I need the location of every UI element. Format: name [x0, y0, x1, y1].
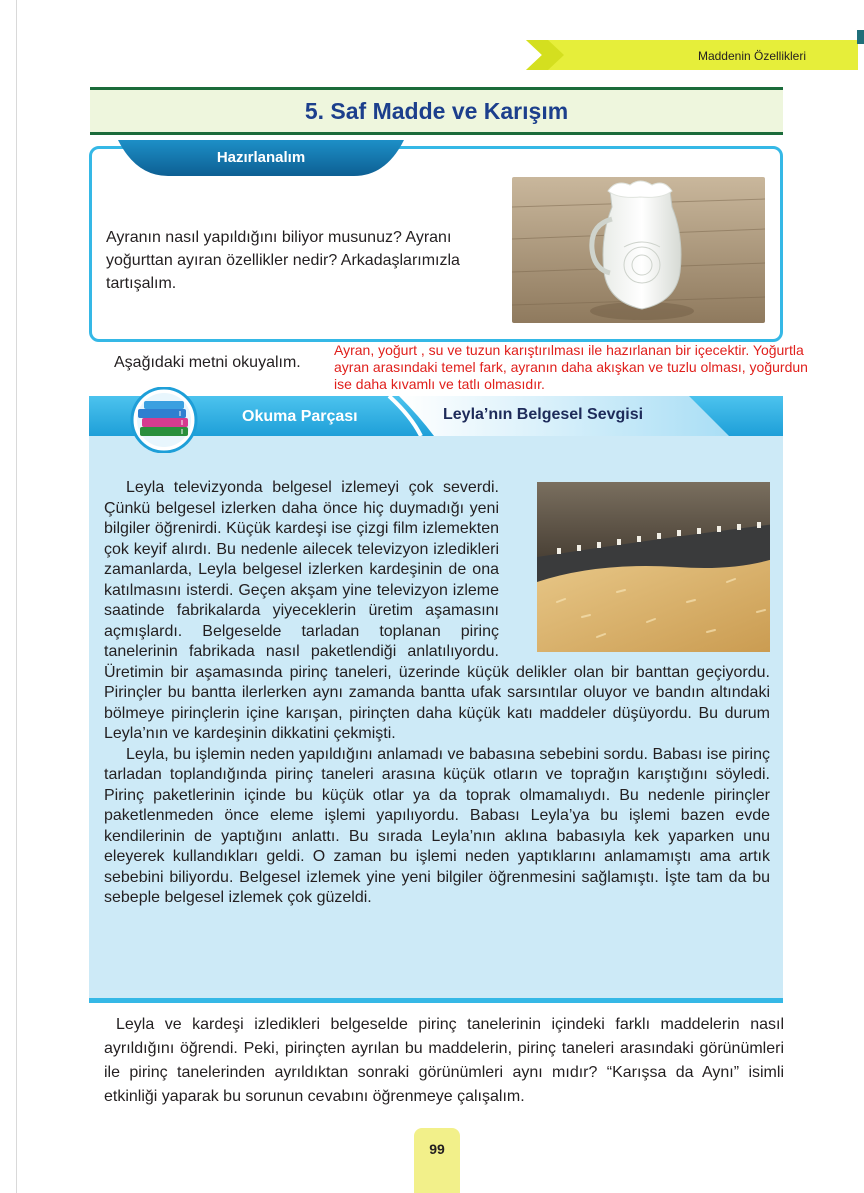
preparation-text: Ayranın nasıl yapıldığını biliyor musunuz? Ayranı yoğurttan ayıran özellikler nedir? Arkadaşlarımızla tartışalım. — [106, 229, 460, 292]
preparation-tab — [118, 140, 404, 176]
chapter-tab-shape — [526, 40, 858, 70]
story-paragraph-1-text: Leyla televizyonda belgesel izlemeyi çok severdi. Çünkü belgesel izlerken daha önce hiç duymadığı yeni bilgiler öğrenirdi. Küçük kardeşi ise çizgi film izlemekten çok keyif alırdı. Bu nedenle ailecek televizyon izledikleri zamanlarda, Leyla belgesel izlerken kardeşinin de ona katılmasını isterdi. Geçen akşam yine televizyon izleme saatinde fabrikalarda yiyeceklerin üretim aşamasını açmışlardı. Belgeselde tarladan toplanan pirinç tanelerinin fabrikada nasıl paketlendiği anlatılıyordu. Üretimin bir aşamasında pirinç taneleri, üzerinde küçük delikler olan bir banttan geçiyordu. Pirinçler bu bantta ilerlerken aynı zamanda bantta ufak sarsıntılar oluyor ve bandın altındaki bölmeye pirinçlerin içine karışan, pirinçten daha küçük katı maddeler düşüyordu. Bu durum Leyla’nın ve kardeşinin dikkatini çekmişti. — [104, 479, 770, 742]
story-paragraph-1 — [104, 478, 770, 745]
corner-mark — [857, 30, 864, 44]
section-title: 5. Saf Madde ve Karışım — [304, 98, 569, 124]
ayran-jug-photo — [512, 177, 765, 323]
rice-sieve-illustration — [537, 482, 770, 652]
section-title-bar — [90, 87, 783, 135]
books-badge-shape — [126, 387, 202, 453]
reading-label: Okuma Parçası — [242, 408, 358, 425]
page-number: 99 — [429, 1141, 445, 1157]
chapter-header-tab — [526, 40, 858, 70]
page-number-tab — [414, 1128, 460, 1193]
reading-bottom-rule — [89, 998, 783, 1003]
reading-story — [104, 478, 770, 909]
books-icon — [126, 387, 202, 453]
conclusion-text: Leyla ve kardeşi izledikleri belgeselde pirinç tanelerinin içindeki farklı maddelerin nasıl ayrıldığını öğrendi. Peki, pirinçten ayrılan bu maddelerin, pirinç taneleri arasındaki görünümleri ile pirinç tanelerinden ayrıldıktan sonraki görünümleri aynı mıdır? “Karışsa da Aynı” isimli etkinliği yaparak bu sorunun cevabını öğrenmeye çalışalım. — [104, 1016, 784, 1105]
rice-sieve-photo — [515, 482, 770, 652]
page-edge-line — [16, 0, 17, 1193]
story-paragraph-2: Leyla, bu işlemin neden yapıldığını anlamadı ve babasına sebebini sordu. Babası ise pirinç tarladan toplandığında pirinç taneleri arasına küçük otların ve toprağın karıştığını söyledi. Pirinç paketlerinin içinde bu küçük otlar ya da toprak olmamalıydı. Bu nedenle pirinçler paketlenmeden önce eleme işlemi yapılıyordu. Babası Leyla’ya bu işlemi bazen evde kendilerinin de yaptığını anlattı. Bu sırada Leyla’nın aklına babasıyla kek yaparken unu eleyerek kullandıkları geldi. O zaman bu işlemi neden yaptıklarını anlamamıştı ama artık sebebini biliyordu. Belgesel izlemek yine yeni bilgiler öğrenmesini sağlamıştı. İşte tam da bu sebeple belgesel izlemek çok güzeldi. — [104, 745, 770, 906]
ayran-jug-illustration — [512, 177, 765, 323]
preparation-tab-label: Hazırlanalım — [216, 149, 306, 166]
read-prompt: Aşağıdaki metni okuyalım. — [114, 354, 301, 371]
handwritten-answer-note: Ayran, yoğurt , su ve tuzun karıştırılması ile hazırlanan bir içecektir. Yoğurtla ayran arasındaki temel fark, ayranın daha akışkan ve tuzlu olması, yoğurdun ise daha kıvamlı ve tatlı olmasıdır. — [334, 342, 808, 392]
chapter-label: Maddenin Özellikleri — [697, 49, 806, 63]
reading-title: Leyla’nın Belgesel Sevgisi — [443, 406, 644, 423]
